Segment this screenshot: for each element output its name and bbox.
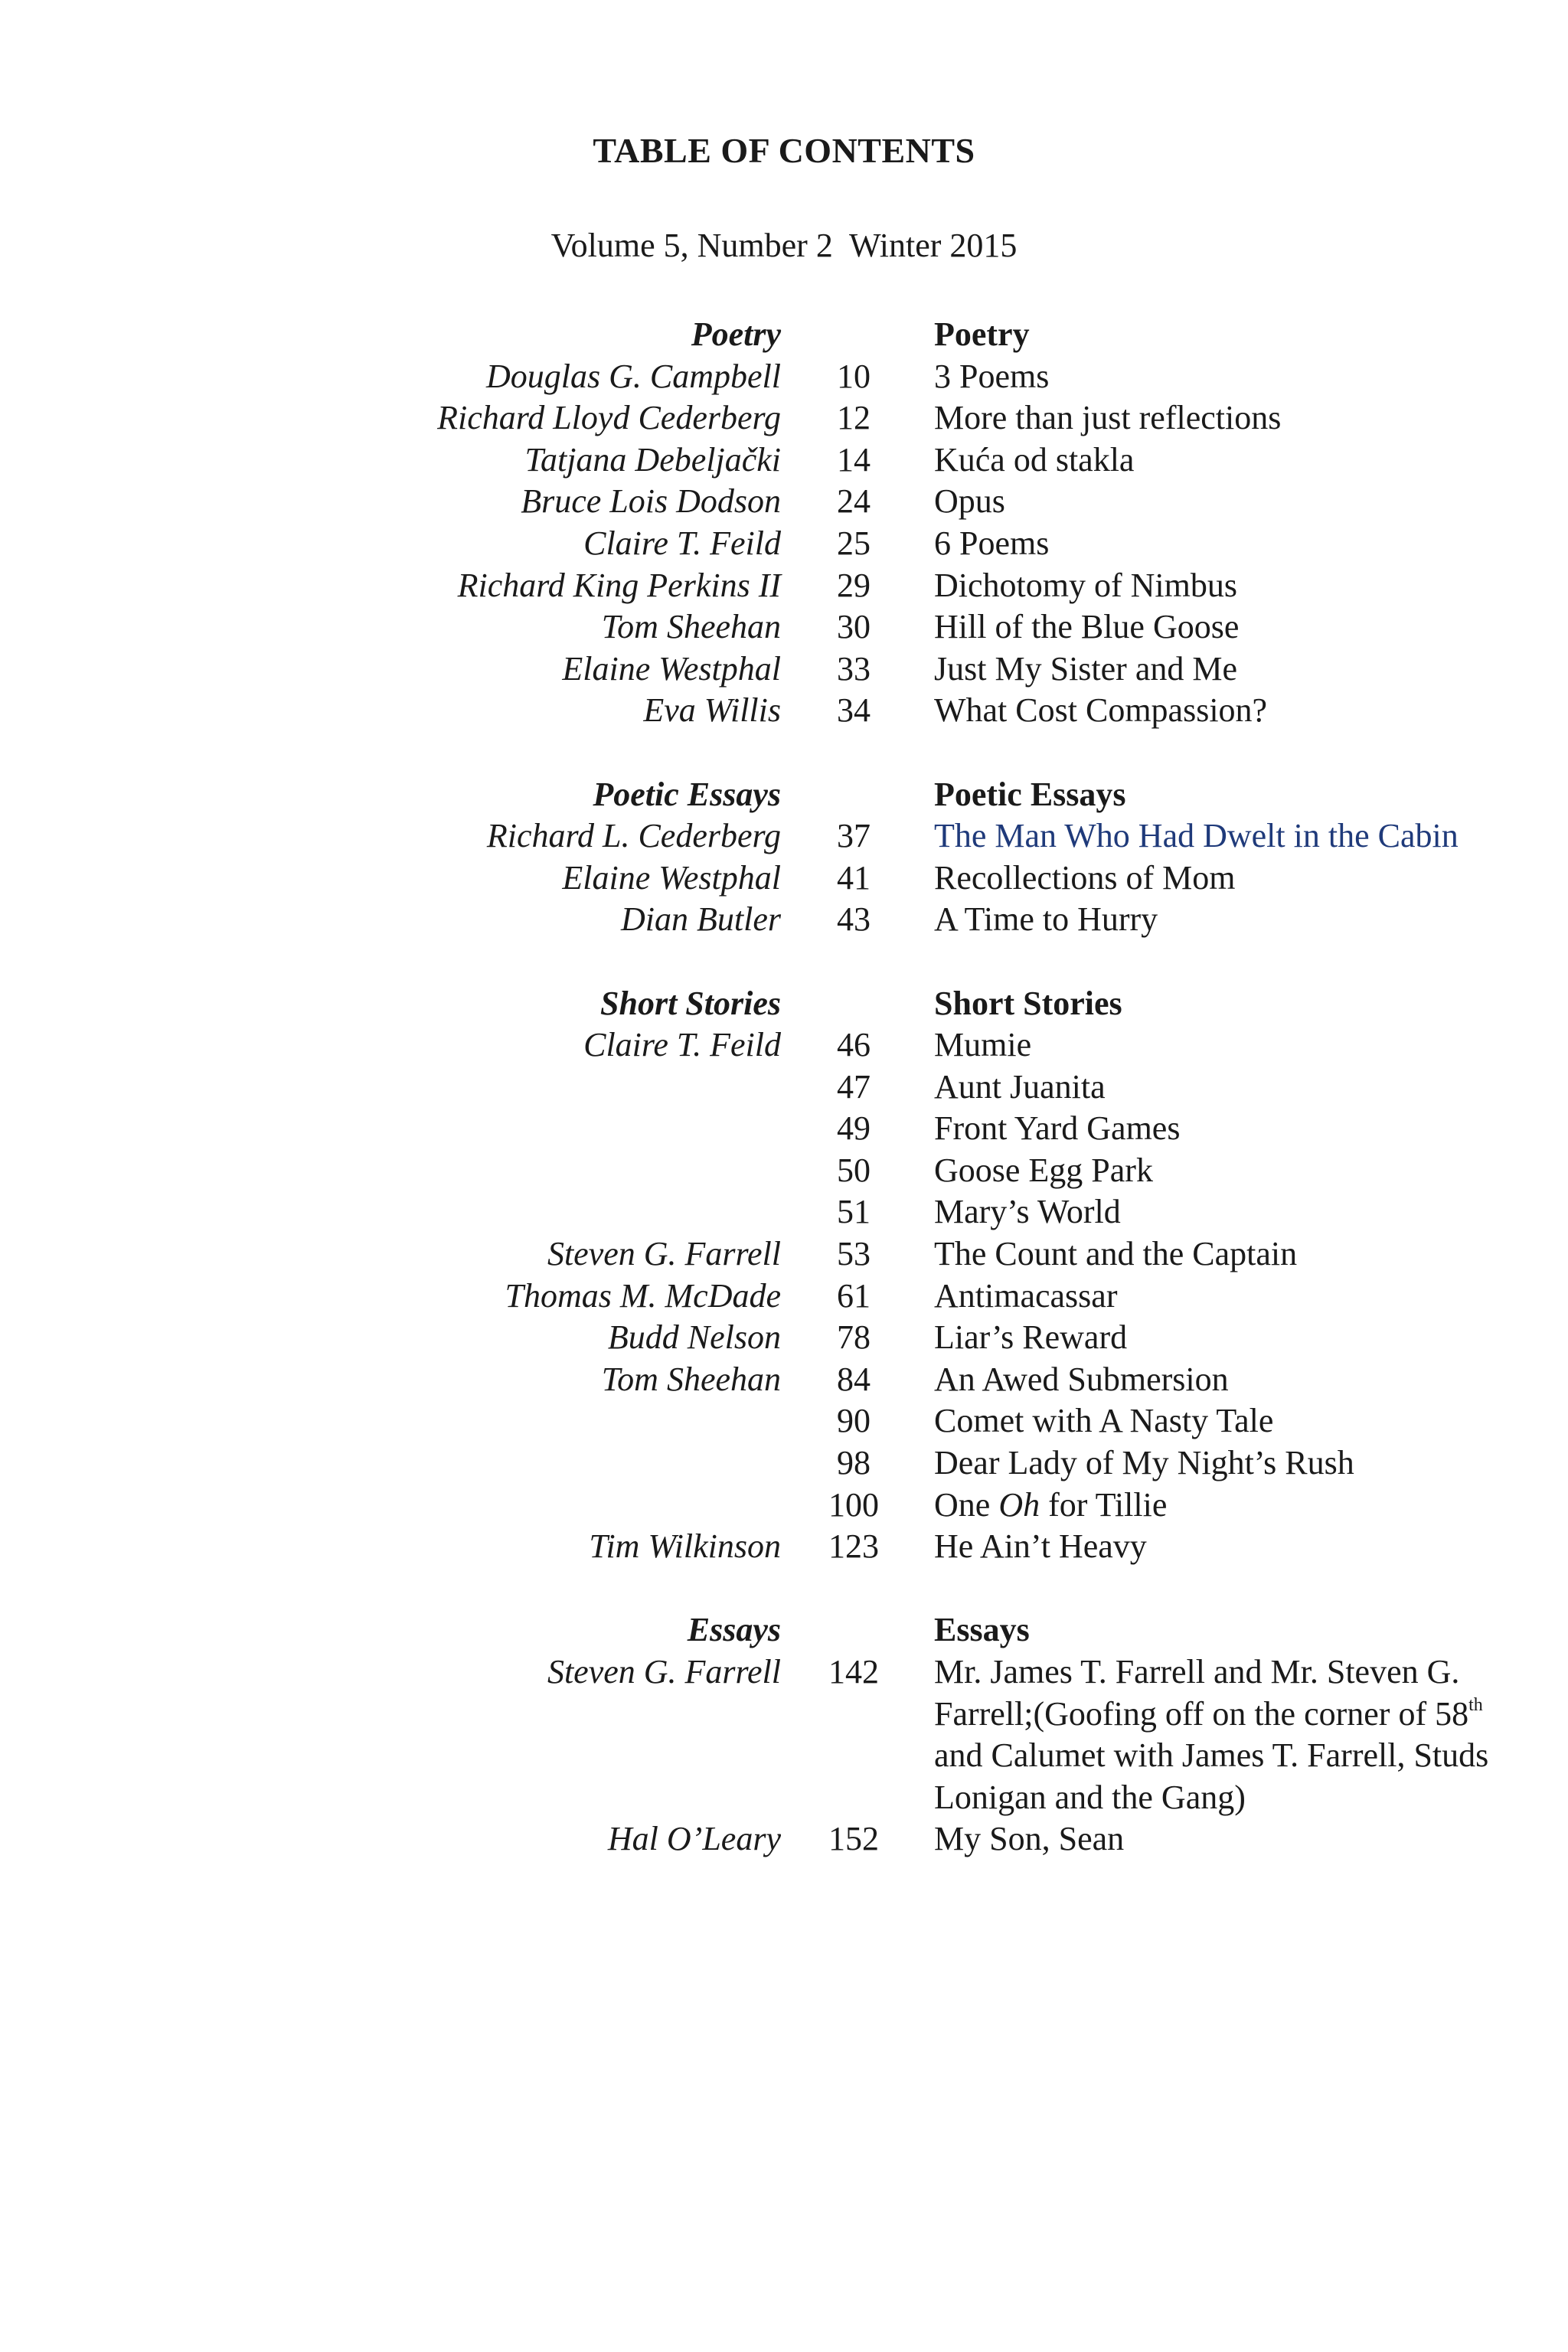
entry-title-italic: Oh bbox=[998, 1485, 1040, 1524]
toc-entry[interactable] bbox=[0, 1485, 1568, 1527]
entry-title: Dichotomy of Nimbus bbox=[934, 566, 1237, 604]
section-heading-right: Essays bbox=[934, 1611, 1030, 1649]
entry-title: Comet with A Nasty Tale bbox=[934, 1402, 1274, 1440]
toc-entry[interactable] bbox=[0, 397, 1568, 439]
entry-title: Dear Lady of My Night’s Rush bbox=[934, 1444, 1354, 1482]
section-heading-poetic-essays bbox=[0, 774, 1568, 816]
section-spacer bbox=[0, 941, 1568, 983]
entry-page: 51 bbox=[837, 1193, 871, 1231]
entry-author: Tom Sheehan bbox=[601, 1360, 781, 1398]
entry-page: 53 bbox=[837, 1235, 871, 1273]
section-heading-essays bbox=[0, 1609, 1568, 1651]
toc-entry[interactable] bbox=[0, 648, 1568, 691]
entry-title: Antimacassar bbox=[934, 1276, 1118, 1315]
entry-title: Goose Egg Park bbox=[934, 1151, 1153, 1189]
section-heading-left: Essays bbox=[687, 1611, 781, 1649]
toc-entry[interactable] bbox=[0, 523, 1568, 565]
entry-title-line: Mr. James T. Farrell and Mr. Steven G. bbox=[934, 1653, 1460, 1690]
toc-entry[interactable] bbox=[0, 1317, 1568, 1359]
entry-page: 33 bbox=[837, 649, 871, 688]
entry-page: 24 bbox=[837, 482, 871, 521]
entry-title: Liar’s Reward bbox=[934, 1318, 1128, 1357]
entry-title bbox=[934, 1651, 1554, 1818]
entry-page: 100 bbox=[828, 1485, 879, 1524]
entry-title: Opus bbox=[934, 482, 1005, 521]
entry-title: Hill of the Blue Goose bbox=[934, 608, 1240, 646]
toc-entry[interactable] bbox=[0, 1233, 1568, 1276]
entry-author: Richard King Perkins II bbox=[457, 566, 781, 604]
entry-author: Eva Willis bbox=[643, 691, 781, 730]
entry-author: Tatjana Debeljački bbox=[524, 440, 781, 479]
toc-entry[interactable] bbox=[0, 1818, 1568, 1860]
entry-page: 46 bbox=[837, 1026, 871, 1064]
entry-author: Bruce Lois Dodson bbox=[521, 482, 781, 521]
entry-author: Tim Wilkinson bbox=[589, 1527, 781, 1566]
entry-title-prefix: One bbox=[934, 1485, 999, 1524]
section-heading-right: Short Stories bbox=[934, 984, 1122, 1022]
entry-page: 142 bbox=[828, 1653, 879, 1690]
entry-author: Claire T. Feild bbox=[583, 524, 781, 562]
toc-entry[interactable] bbox=[0, 899, 1568, 941]
entry-page: 123 bbox=[828, 1527, 879, 1566]
toc-entry[interactable] bbox=[0, 1191, 1568, 1233]
entry-author: Steven G. Farrell bbox=[547, 1653, 781, 1690]
entry-page: 152 bbox=[828, 1820, 879, 1858]
entry-title-suffix: for Tillie bbox=[1040, 1485, 1168, 1524]
entry-title-line-text: Farrell;(Goofing off on the corner of 58 bbox=[934, 1694, 1469, 1733]
entry-page: 43 bbox=[837, 900, 871, 939]
toc-entry[interactable] bbox=[0, 1651, 1568, 1818]
toc-entry[interactable] bbox=[0, 1067, 1568, 1109]
entry-page: 84 bbox=[837, 1360, 871, 1398]
entry-title: 3 Poems bbox=[934, 357, 1050, 395]
entry-title: Recollections of Mom bbox=[934, 858, 1236, 897]
toc-entry[interactable] bbox=[0, 1150, 1568, 1192]
entry-page: 90 bbox=[837, 1402, 871, 1440]
entry-author: Elaine Westphal bbox=[562, 858, 781, 897]
entry-title: A Time to Hurry bbox=[934, 900, 1158, 939]
entry-author: Tom Sheehan bbox=[601, 608, 781, 646]
entry-page: 47 bbox=[837, 1067, 871, 1106]
entry-page: 10 bbox=[837, 357, 871, 395]
toc-entry[interactable] bbox=[0, 690, 1568, 732]
toc-entry[interactable] bbox=[0, 1526, 1568, 1568]
entry-author: Dian Butler bbox=[621, 900, 781, 939]
entry-title: More than just reflections bbox=[934, 399, 1282, 437]
section-heading-left: Poetry bbox=[691, 315, 781, 353]
section-spacer bbox=[0, 732, 1568, 774]
entry-page: 34 bbox=[837, 691, 871, 730]
entry-page: 41 bbox=[837, 858, 871, 897]
toc-entry[interactable] bbox=[0, 815, 1568, 858]
entry-title: The Count and the Captain bbox=[934, 1235, 1298, 1273]
entry-title-link[interactable]: The Man Who Had Dwelt in the Cabin bbox=[934, 817, 1459, 855]
section-heading-poetry bbox=[0, 314, 1568, 356]
entry-title: Just My Sister and Me bbox=[934, 649, 1237, 688]
toc-entry[interactable] bbox=[0, 1108, 1568, 1150]
entry-author: Claire T. Feild bbox=[583, 1026, 781, 1064]
section-heading-left: Poetic Essays bbox=[593, 775, 781, 813]
toc-entry[interactable] bbox=[0, 858, 1568, 900]
entry-title-line: Lonigan and the Gang) bbox=[934, 1778, 1246, 1816]
entry-page: 98 bbox=[837, 1444, 871, 1482]
entry-title: My Son, Sean bbox=[934, 1820, 1125, 1858]
entry-author: Hal O’Leary bbox=[607, 1820, 781, 1858]
entry-page: 49 bbox=[837, 1109, 871, 1148]
entry-title bbox=[934, 1485, 1554, 1527]
entry-author: Richard Lloyd Cederberg bbox=[437, 399, 781, 437]
issue-line: Volume 5, Number 2 Winter 2015 bbox=[550, 227, 1018, 264]
entry-author: Thomas M. McDade bbox=[505, 1276, 781, 1315]
entry-page: 25 bbox=[837, 524, 871, 562]
section-heading-left: Short Stories bbox=[600, 984, 781, 1022]
entry-title-line bbox=[934, 1694, 1554, 1736]
entry-title: Aunt Juanita bbox=[934, 1067, 1106, 1106]
toc-entry[interactable] bbox=[0, 606, 1568, 648]
entry-title-line: and Calumet with James T. Farrell, Studs bbox=[934, 1736, 1489, 1775]
entry-author: Budd Nelson bbox=[607, 1318, 781, 1357]
entry-title: He Ain’t Heavy bbox=[934, 1527, 1147, 1566]
entry-title: 6 Poems bbox=[934, 524, 1050, 562]
section-spacer bbox=[0, 1568, 1568, 1610]
section-heading-right: Poetry bbox=[934, 315, 1030, 353]
toc-entry[interactable] bbox=[0, 439, 1568, 482]
section-heading-right: Poetic Essays bbox=[934, 775, 1126, 813]
entry-page: 29 bbox=[837, 566, 871, 604]
entry-page: 12 bbox=[837, 399, 871, 437]
entry-author: Elaine Westphal bbox=[562, 649, 781, 688]
entry-page: 14 bbox=[837, 440, 871, 479]
toc-entry[interactable] bbox=[0, 1442, 1568, 1485]
toc-entry[interactable] bbox=[0, 1359, 1568, 1401]
toc-entry[interactable] bbox=[0, 1024, 1568, 1067]
toc-entry[interactable] bbox=[0, 1400, 1568, 1442]
entry-title: What Cost Compassion? bbox=[934, 691, 1268, 730]
entry-page: 78 bbox=[837, 1318, 871, 1357]
toc-entry[interactable] bbox=[0, 1276, 1568, 1318]
entry-page: 37 bbox=[837, 817, 871, 855]
toc-entry[interactable] bbox=[0, 481, 1568, 523]
page-title: TABLE OF CONTENTS bbox=[593, 131, 975, 170]
entry-title: Kuća od stakla bbox=[934, 440, 1135, 479]
toc-entry[interactable] bbox=[0, 356, 1568, 398]
entry-author: Steven G. Farrell bbox=[547, 1235, 781, 1273]
toc-entry[interactable] bbox=[0, 565, 1568, 607]
entry-page: 50 bbox=[837, 1151, 871, 1189]
entry-page: 61 bbox=[837, 1276, 871, 1315]
entry-title: Front Yard Games bbox=[934, 1109, 1181, 1148]
section-heading-short-stories bbox=[0, 983, 1568, 1025]
entry-author: Richard L. Cederberg bbox=[486, 817, 781, 855]
ordinal-superscript: th bbox=[1468, 1694, 1483, 1715]
entry-title: Mumie bbox=[934, 1026, 1032, 1064]
entry-author: Douglas G. Campbell bbox=[486, 357, 781, 395]
entry-page: 30 bbox=[837, 608, 871, 646]
entry-title: An Awed Submersion bbox=[934, 1360, 1229, 1398]
entry-title: Mary’s World bbox=[934, 1193, 1121, 1231]
table-of-contents bbox=[0, 314, 1568, 1860]
